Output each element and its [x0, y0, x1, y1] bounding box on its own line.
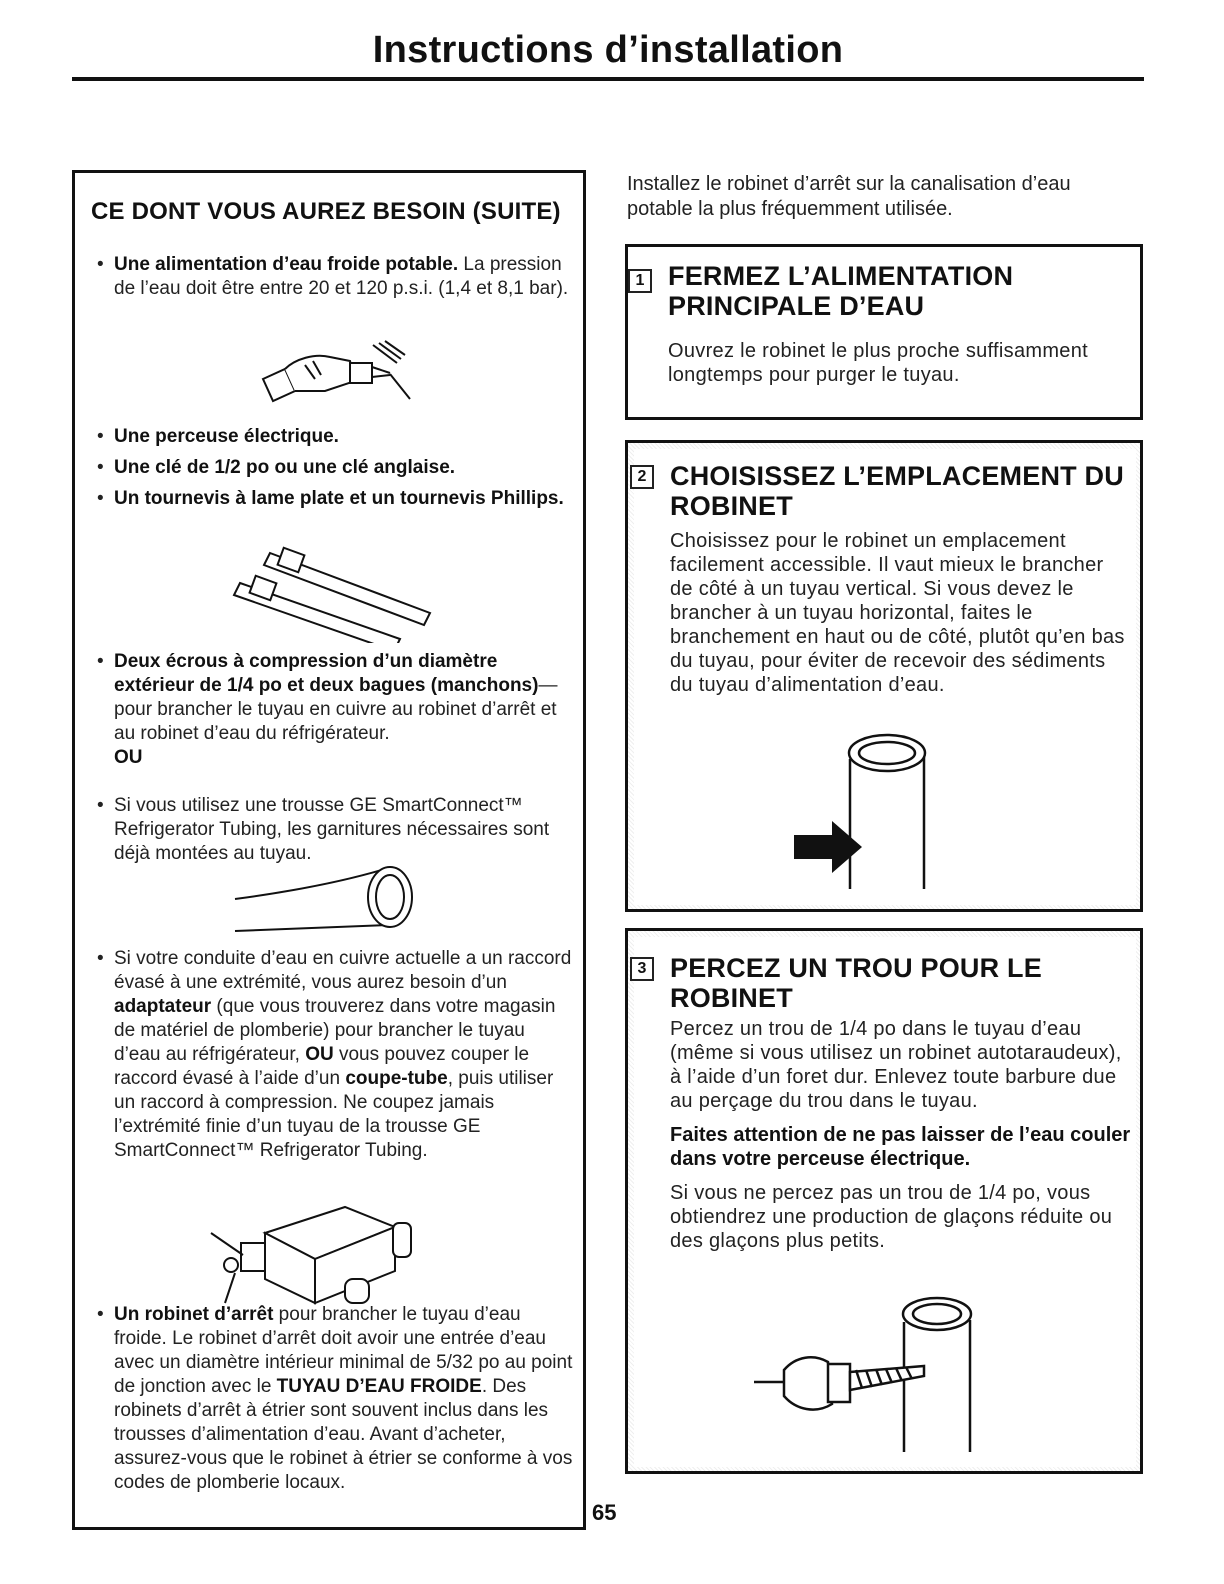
bullet-icon: •: [97, 426, 104, 447]
step-body: [670, 1017, 1132, 1253]
compression-nuts-icon: [230, 543, 440, 643]
page-title: Instructions d’installation: [372, 29, 844, 71]
step-number: 3: [630, 957, 654, 981]
or-label: OU: [114, 747, 143, 768]
page-number: 65: [592, 1500, 617, 1525]
step-title: FERMEZ L’ALIMENTATION PRINCIPALE D’EAU: [668, 261, 1014, 321]
bullet-icon: •: [97, 948, 104, 969]
step-body: Ouvrez le robinet le plus proche suffisamment longtemps pour purger le tuyau.: [668, 340, 1088, 386]
drilling-pipe-icon: [744, 1292, 984, 1472]
warning-text: Faites attention de ne pas laisser de l’eau couler dans votre perceuse électrique.: [670, 1124, 1131, 1170]
or-label: OU: [305, 1044, 334, 1065]
step-number: 1: [628, 269, 652, 293]
step-title: PERCEZ UN TROU POUR LE ROBINET: [670, 953, 1042, 1013]
item-text: (que vous trouverez dans votre magasin de matériel de plomberie) pour brancher le tuyau d’eau au réfrigérateur,: [114, 996, 556, 1065]
step-number: 2: [630, 465, 654, 489]
item-bold: Deux écrous à compression d’un diamètre extérieur de 1/4 po et deux bagues (manchons): [114, 651, 539, 696]
item-bold: Une clé de 1/2 po ou une clé anglaise.: [114, 457, 456, 478]
tube-cutter-label: coupe-tube: [345, 1068, 448, 1089]
vertical-pipe-icon: [784, 729, 934, 899]
step-paragraph: Percez un trou de 1/4 po dans le tuyau d’eau (même si vous utilisez un robinet autotaraudeux), à l’aide d’un foret dur. Enlevez toute barbure due au perçage du trou dans le tuyau.: [670, 1018, 1122, 1112]
item-text: —pour brancher le tuyau en cuivre au robinet d’arrêt et au robinet d’eau du réfrigérateur.: [114, 675, 558, 744]
list-item-adapter: [97, 947, 575, 1163]
item-bold: Une perceuse électrique.: [114, 426, 339, 447]
item-text: Si votre conduite d’eau en cuivre actuelle a un raccord évasé à une extrémité, vous aurez besoin d’un: [114, 948, 572, 993]
step-2-box: [625, 440, 1143, 912]
list-item-smartconnect: [97, 794, 575, 866]
flared-tube-icon: [225, 861, 425, 941]
bullet-icon: •: [97, 651, 104, 672]
intro-text: Installez le robinet d’arrêt sur la canalisation d’eau potable la plus fréquemment utilisée.: [627, 173, 1071, 220]
list-item-shutoff-valve: [97, 1303, 575, 1495]
list-item-compression-nuts: [97, 650, 575, 770]
item-bold: Un tournevis à lame plate et un tournevis Phillips.: [114, 488, 564, 509]
step-paragraph: Si vous ne percez pas un trou de 1/4 po, vous obtiendrez une production de glaçons réduite ou des glaçons plus petits.: [670, 1182, 1113, 1252]
bullet-icon: •: [97, 457, 104, 478]
step-inner: [634, 937, 1136, 1467]
drill-icon: [255, 339, 415, 419]
needs-box: [72, 170, 586, 1530]
needs-heading: CE DONT VOUS AUREZ BESOIN (SUITE): [91, 198, 561, 225]
bullet-icon: •: [97, 1304, 104, 1325]
bullet-icon: •: [97, 254, 104, 275]
list-item-cold-water: [97, 253, 575, 301]
item-text: . Des robinets d’arrêt à étrier sont souvent inclus dans les trousses d’alimentation d’eau. Avant d’acheter, assurez-vous que le robinet à étrier se conforme à vos codes de plomberie locaux.: [114, 1376, 573, 1493]
shutoff-valve-label: Un robinet d’arrêt: [114, 1304, 274, 1325]
bullet-icon: •: [97, 795, 104, 816]
step-1-box: [625, 244, 1143, 420]
item-text: La pression de l’eau doit être entre 20 et 120 p.s.i. (1,4 et 8,1 bar).: [114, 254, 569, 299]
arrow-icon: [794, 821, 862, 873]
list-item-screwdrivers: [97, 487, 575, 511]
item-bold: Une alimentation d’eau froide potable.: [114, 254, 459, 275]
step-body: Choisissez pour le robinet un emplacement facilement accessible. Il vaut mieux le brancher de côté à un tuyau vertical. Si vous devez le brancher à un tuyau horizontal, faites le branchement en haut ou de côté, plutôt qu’en bas du tuyau, pour éviter de recevoir des sédiments du tuyau d’alimentation d’eau.: [670, 530, 1125, 696]
list-item-drill: [97, 425, 575, 449]
step-title: CHOISISSEZ L’EMPLACEMENT DU ROBINET: [670, 461, 1124, 521]
title-rule: [72, 77, 1144, 81]
bullet-icon: •: [97, 488, 104, 509]
list-item-wrench: [97, 456, 575, 480]
step-3-box: [625, 928, 1143, 1474]
item-text: Si vous utilisez une trousse GE SmartConnect™ Refrigerator Tubing, les garnitures nécessaires sont déjà montées au tuyau.: [114, 795, 550, 864]
cold-water-pipe-label: TUYAU D’EAU FROIDE: [276, 1376, 482, 1397]
item-text: , puis utiliser un raccord à compression. Ne coupez jamais l’extrémité finie d’un tuyau de la trousse GE SmartConnect™ Refrigerator Tubing.: [114, 1068, 554, 1161]
shutoff-valve-icon: [205, 1203, 425, 1313]
step-inner: [634, 449, 1136, 905]
item-text: pour brancher le tuyau d’eau froide. Le robinet d’arrêt doit avoir une entrée d’eau avec un diamètre intérieur minimal de 5/32 po au point de jonction avec le: [114, 1304, 573, 1397]
item-text: vous pouvez couper le raccord évasé à l’aide d’un: [114, 1044, 530, 1089]
adapter-label: adaptateur: [114, 996, 212, 1017]
